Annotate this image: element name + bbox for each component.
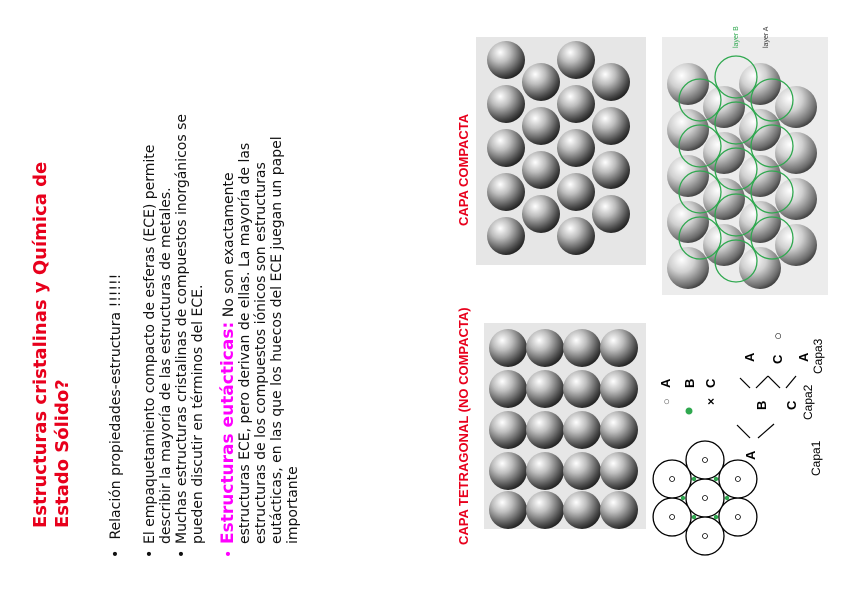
bullet-3-line2: pueden discutir en términos del ECE. xyxy=(190,284,206,544)
hole-b-dot xyxy=(681,496,685,500)
outline-circle xyxy=(686,479,724,517)
sphere xyxy=(592,63,630,101)
sphere xyxy=(563,491,601,529)
sphere xyxy=(592,151,630,189)
stack-b: B xyxy=(754,400,769,410)
sphere xyxy=(522,107,560,145)
sphere xyxy=(557,85,595,123)
sphere xyxy=(522,151,560,189)
sphere xyxy=(489,491,527,529)
arrow-b-a xyxy=(740,378,750,388)
outline-circle xyxy=(686,441,724,479)
stack-circle-marker: ○ xyxy=(770,332,785,340)
capa1-label: Capa1 xyxy=(809,440,823,476)
sphere xyxy=(489,329,527,367)
capa-tetragonal-label: CAPA TETRAGONAL (NO COMPACTA) xyxy=(456,307,471,545)
sphere xyxy=(563,370,601,408)
bullet-4-line1: No son exactamente xyxy=(221,172,237,318)
bullet-marker: • xyxy=(142,549,158,558)
bullet-3-line1: Muchas estructuras cristalinas de compuestos inorgánicos se xyxy=(174,114,190,544)
layer-a-sphere xyxy=(703,224,745,266)
layer-a-sphere xyxy=(739,201,781,243)
layer-a-sphere xyxy=(703,178,745,220)
layer-a-sphere xyxy=(775,224,817,266)
hole-b-dot xyxy=(714,515,718,519)
sphere xyxy=(487,85,525,123)
hex-circle-diagram xyxy=(653,441,757,555)
sphere xyxy=(487,129,525,167)
sphere xyxy=(600,370,638,408)
bullet-2-line1: El empaquetamiento compacto de esferas (ECE) permite xyxy=(142,144,158,544)
sphere xyxy=(526,452,564,490)
outline-circle xyxy=(653,498,691,536)
sphere xyxy=(600,411,638,449)
layer-a-sphere xyxy=(775,86,817,128)
sphere xyxy=(557,41,595,79)
stack-c-top: C xyxy=(770,354,785,364)
hole-b-dot xyxy=(725,496,729,500)
outline-circle xyxy=(719,498,757,536)
sphere xyxy=(522,195,560,233)
layer-a-sphere xyxy=(739,155,781,197)
outline-circle xyxy=(653,460,691,498)
hole-b-dot xyxy=(714,477,718,481)
sphere xyxy=(563,411,601,449)
legend-b-marker xyxy=(686,408,693,415)
legend-a-marker: ○ xyxy=(661,398,673,405)
bullet-2-line2: describir la mayoría de las estructuras de metales. xyxy=(158,187,174,544)
capa-compacta-label: CAPA COMPACTA xyxy=(456,113,471,226)
stack-c: C xyxy=(784,400,799,410)
hole-b-dot xyxy=(692,515,696,519)
layer-a-sphere xyxy=(667,247,709,289)
layer-a-sphere xyxy=(667,155,709,197)
arrow-a1-b xyxy=(737,425,750,438)
layer-a-sphere xyxy=(667,109,709,151)
stack-a1: A xyxy=(743,450,758,460)
sphere xyxy=(563,452,601,490)
sphere xyxy=(557,217,595,255)
sphere xyxy=(487,41,525,79)
bullet-marker: • xyxy=(108,549,124,558)
sphere xyxy=(487,173,525,211)
sphere xyxy=(557,129,595,167)
capa3-label: Capa3 xyxy=(811,338,825,374)
outline-circle xyxy=(686,517,724,555)
layer-a-sphere xyxy=(739,63,781,105)
sphere xyxy=(526,411,564,449)
arrow-a1-c xyxy=(758,424,774,438)
sphere xyxy=(600,329,638,367)
sphere xyxy=(489,411,527,449)
outline-circle xyxy=(719,460,757,498)
legend-c-label: C xyxy=(703,378,718,388)
sphere xyxy=(600,491,638,529)
sphere xyxy=(592,107,630,145)
layer-a-sphere xyxy=(667,63,709,105)
arrow-c-b xyxy=(768,376,780,388)
bullet-marker: • xyxy=(221,549,237,558)
slide-title-line1: Estructuras cristalinas y Química de xyxy=(30,161,51,528)
layer-a-sphere xyxy=(775,178,817,220)
bullet-marker: • xyxy=(174,549,190,558)
sphere xyxy=(489,370,527,408)
layer-a-sphere xyxy=(703,132,745,174)
stacking-sequence xyxy=(737,332,811,460)
legend-b-label: B xyxy=(682,378,697,388)
sphere xyxy=(600,452,638,490)
capa2-label: Capa2 xyxy=(801,384,815,420)
layer-a-sphere xyxy=(739,247,781,289)
bullet-4-line5: importante xyxy=(285,466,301,544)
legend-c-marker: × xyxy=(704,397,718,405)
stack-a2: A xyxy=(742,352,757,362)
sphere xyxy=(563,329,601,367)
bullet-4-line2: estructuras ECE, pero derivan de ellas. La mayoría de las xyxy=(237,142,253,544)
sphere xyxy=(592,195,630,233)
arrow-b-c xyxy=(756,376,768,388)
sphere xyxy=(526,370,564,408)
sphere xyxy=(522,63,560,101)
sphere xyxy=(487,217,525,255)
layer-a-sphere xyxy=(775,132,817,174)
sphere xyxy=(557,173,595,211)
layer-a-sphere xyxy=(703,86,745,128)
stack-a3: A xyxy=(796,352,811,362)
sphere xyxy=(526,491,564,529)
layer-a-sphere xyxy=(667,201,709,243)
hole-b-dot xyxy=(692,477,696,481)
bullet-4-line3: estructuras de los compuestos iónicos son estructuras xyxy=(253,162,269,544)
sphere xyxy=(489,452,527,490)
slide-title-line2: Estado Sólido? xyxy=(52,379,73,528)
legend-a-label: A xyxy=(658,378,673,388)
sphere xyxy=(526,329,564,367)
bullet-4-line4: eutácticas, en las que los huecos del ECE juegan un papel xyxy=(269,136,285,544)
position-legend xyxy=(658,378,718,415)
bullet-4-heading: Estructuras eutácticas: xyxy=(218,321,238,544)
layer-a-label: layer A xyxy=(763,26,770,48)
layer-a-sphere xyxy=(739,109,781,151)
layer-b-label: layer B xyxy=(733,26,740,48)
arrow-c-a xyxy=(786,376,796,388)
bullet-1-text: Relación propiedades-estructura !!!!!! xyxy=(108,273,124,540)
